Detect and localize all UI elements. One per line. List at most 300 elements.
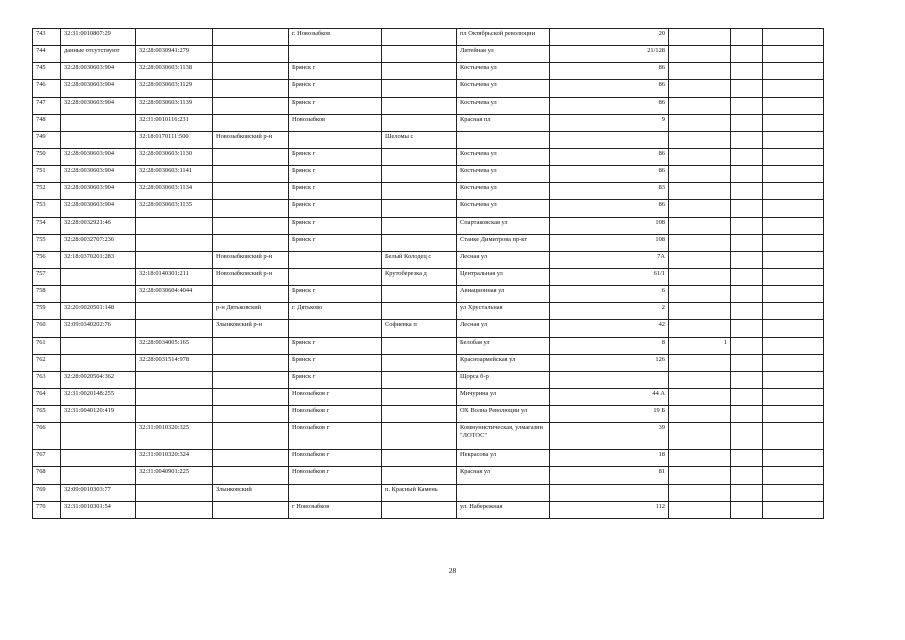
object-cadastral-cell — [136, 29, 213, 46]
extra-cell-1 — [731, 467, 763, 484]
extra-cell-2 — [763, 406, 824, 423]
district-cell — [213, 286, 289, 303]
table-row — [33, 371, 824, 388]
table-row — [33, 286, 824, 303]
house-number-cell: 6 — [550, 286, 669, 303]
settlement-cell — [382, 148, 457, 165]
cadastral-number-cell — [61, 114, 136, 131]
street-cell: Станке Димитрова пр-кт — [457, 234, 550, 251]
house-number-cell: 44 А — [550, 388, 669, 405]
cadastral-number-cell: 32:28:0032707:236 — [61, 234, 136, 251]
cadastral-number-cell: 32:28:0030603:904 — [61, 97, 136, 114]
house-number-cell: 21/128 — [550, 46, 669, 63]
cadastral-number-cell: 32:28:0030603:904 — [61, 80, 136, 97]
object-cadastral-cell — [136, 406, 213, 423]
house-number-cell: 86 — [550, 200, 669, 217]
row-number-cell: 746 — [33, 80, 61, 97]
building-cell — [669, 268, 731, 285]
street-cell: Костычева ул — [457, 97, 550, 114]
street-cell: Костычева ул — [457, 63, 550, 80]
object-cadastral-cell: 32:28:0030603:1129 — [136, 80, 213, 97]
settlement-cell — [382, 354, 457, 371]
district-cell — [213, 63, 289, 80]
district-cell: Злынковский — [213, 484, 289, 501]
settlement-cell — [382, 501, 457, 518]
object-cadastral-cell: 32:18:0140301:211 — [136, 268, 213, 285]
cadastral-number-cell: 32:28:0032921:46 — [61, 217, 136, 234]
city-cell — [289, 320, 382, 337]
cadastral-number-cell: 32:28:0030603:904 — [61, 166, 136, 183]
row-number-cell: 743 — [33, 29, 61, 46]
settlement-cell: Белый Колодец с — [382, 251, 457, 268]
extra-cell-2 — [763, 467, 824, 484]
object-cadastral-cell: 32:31:0040901:225 — [136, 467, 213, 484]
row-number-cell: 751 — [33, 166, 61, 183]
object-cadastral-cell: 32:28:0030603:1134 — [136, 183, 213, 200]
cadastral-number-cell — [61, 268, 136, 285]
city-cell — [289, 268, 382, 285]
city-cell: Новозыбков — [289, 114, 382, 131]
table-row — [33, 80, 824, 97]
house-number-cell: 2 — [550, 303, 669, 320]
table-row — [33, 423, 824, 450]
table-row — [33, 148, 824, 165]
street-cell: Лесная ул — [457, 320, 550, 337]
building-cell — [669, 371, 731, 388]
object-cadastral-cell: 32:28:0031514:978 — [136, 354, 213, 371]
extra-cell-1 — [731, 501, 763, 518]
extra-cell-1 — [731, 286, 763, 303]
object-cadastral-cell: 32:28:0030941:279 — [136, 46, 213, 63]
object-cadastral-cell: 32:28:0030603:1139 — [136, 97, 213, 114]
district-cell — [213, 29, 289, 46]
district-cell — [213, 406, 289, 423]
table-row — [33, 268, 824, 285]
house-number-cell: 19 Б — [550, 406, 669, 423]
extra-cell-1 — [731, 423, 763, 450]
row-number-cell: 750 — [33, 148, 61, 165]
extra-cell-1 — [731, 29, 763, 46]
building-cell — [669, 148, 731, 165]
house-number-cell: 8 — [550, 337, 669, 354]
table-row — [33, 251, 824, 268]
building-cell — [669, 450, 731, 467]
settlement-cell — [382, 217, 457, 234]
extra-cell-2 — [763, 388, 824, 405]
district-cell — [213, 501, 289, 518]
extra-cell-1 — [731, 450, 763, 467]
table-row — [33, 234, 824, 251]
district-cell — [213, 80, 289, 97]
extra-cell-2 — [763, 131, 824, 148]
table-row — [33, 97, 824, 114]
row-number-cell: 764 — [33, 388, 61, 405]
district-cell: Новозыбковский р-н — [213, 131, 289, 148]
city-cell: Новозыбков г — [289, 423, 382, 450]
object-cadastral-cell — [136, 388, 213, 405]
extra-cell-2 — [763, 371, 824, 388]
building-cell — [669, 200, 731, 217]
street-cell: Костычева ул — [457, 80, 550, 97]
street-cell: Костычева ул — [457, 200, 550, 217]
extra-cell-1 — [731, 200, 763, 217]
extra-cell-2 — [763, 80, 824, 97]
house-number-cell: 86 — [550, 166, 669, 183]
extra-cell-1 — [731, 114, 763, 131]
extra-cell-1 — [731, 268, 763, 285]
house-number-cell: 81 — [550, 467, 669, 484]
object-cadastral-cell — [136, 484, 213, 501]
street-cell — [457, 484, 550, 501]
row-number-cell: 745 — [33, 63, 61, 80]
cadastral-number-cell: 32:31:0020148:255 — [61, 388, 136, 405]
house-number-cell: 83 — [550, 183, 669, 200]
house-number-cell: 126 — [550, 354, 669, 371]
house-number-cell: 86 — [550, 97, 669, 114]
property-register-table — [32, 28, 824, 519]
object-cadastral-cell: 32:28:0030603:1130 — [136, 148, 213, 165]
table-row — [33, 484, 824, 501]
object-cadastral-cell — [136, 501, 213, 518]
city-cell: Брянск г — [289, 354, 382, 371]
building-cell — [669, 29, 731, 46]
city-cell: Новозыбков г — [289, 467, 382, 484]
row-number-cell: 765 — [33, 406, 61, 423]
building-cell — [669, 501, 731, 518]
extra-cell-2 — [763, 200, 824, 217]
table-row — [33, 303, 824, 320]
street-cell: Красная ул — [457, 467, 550, 484]
cadastral-number-cell — [61, 423, 136, 450]
city-cell: Брянск г — [289, 234, 382, 251]
row-number-cell: 754 — [33, 217, 61, 234]
city-cell: Новозыбков г — [289, 388, 382, 405]
settlement-cell — [382, 388, 457, 405]
row-number-cell: 766 — [33, 423, 61, 450]
object-cadastral-cell: 32:31:0010320:325 — [136, 423, 213, 450]
building-cell: 1 — [669, 337, 731, 354]
city-cell: г. Дятьково — [289, 303, 382, 320]
extra-cell-1 — [731, 131, 763, 148]
street-cell: ул. Набережная — [457, 501, 550, 518]
building-cell — [669, 183, 731, 200]
settlement-cell: Крутоберезка д — [382, 268, 457, 285]
city-cell: Новозыбков г — [289, 406, 382, 423]
city-cell — [289, 251, 382, 268]
table-row — [33, 131, 824, 148]
city-cell: г Новозыбков — [289, 501, 382, 518]
building-cell — [669, 217, 731, 234]
extra-cell-2 — [763, 29, 824, 46]
extra-cell-2 — [763, 484, 824, 501]
table-row — [33, 200, 824, 217]
table-row — [33, 29, 824, 46]
cadastral-number-cell: 32:28:0030603:904 — [61, 63, 136, 80]
row-number-cell: 758 — [33, 286, 61, 303]
row-number-cell: 768 — [33, 467, 61, 484]
table-row — [33, 406, 824, 423]
building-cell — [669, 114, 731, 131]
city-cell: Брянск г — [289, 166, 382, 183]
settlement-cell — [382, 97, 457, 114]
street-cell: Красная пл — [457, 114, 550, 131]
city-cell — [289, 131, 382, 148]
building-cell — [669, 286, 731, 303]
building-cell — [669, 423, 731, 450]
row-number-cell: 755 — [33, 234, 61, 251]
cadastral-number-cell — [61, 131, 136, 148]
row-number-cell: 759 — [33, 303, 61, 320]
house-number-cell — [550, 371, 669, 388]
extra-cell-2 — [763, 166, 824, 183]
table-row — [33, 320, 824, 337]
page-number: 28 — [448, 566, 457, 575]
cadastral-number-cell — [61, 337, 136, 354]
extra-cell-1 — [731, 251, 763, 268]
cadastral-number-cell — [61, 354, 136, 371]
district-cell — [213, 217, 289, 234]
settlement-cell: п. Красный Камень — [382, 484, 457, 501]
row-number-cell: 756 — [33, 251, 61, 268]
cadastral-number-cell: 32:18:0370201:283 — [61, 251, 136, 268]
settlement-cell: Шеломы с — [382, 131, 457, 148]
object-cadastral-cell: 32:28:0030603:1141 — [136, 166, 213, 183]
city-cell: Брянск г — [289, 200, 382, 217]
row-number-cell: 753 — [33, 200, 61, 217]
extra-cell-2 — [763, 63, 824, 80]
district-cell — [213, 467, 289, 484]
settlement-cell — [382, 29, 457, 46]
object-cadastral-cell — [136, 234, 213, 251]
street-cell — [457, 131, 550, 148]
row-number-cell: 760 — [33, 320, 61, 337]
row-number-cell: 770 — [33, 501, 61, 518]
district-cell — [213, 114, 289, 131]
extra-cell-1 — [731, 406, 763, 423]
cadastral-number-cell: 32:28:0030603:904 — [61, 148, 136, 165]
extra-cell-2 — [763, 46, 824, 63]
object-cadastral-cell: 32:28:0030603:1138 — [136, 63, 213, 80]
district-cell — [213, 423, 289, 450]
building-cell — [669, 234, 731, 251]
row-number-cell: 767 — [33, 450, 61, 467]
street-cell: ул Хрустальная — [457, 303, 550, 320]
district-cell: Злынковский р-н — [213, 320, 289, 337]
extra-cell-2 — [763, 251, 824, 268]
street-cell: Литейная ул — [457, 46, 550, 63]
district-cell — [213, 200, 289, 217]
extra-cell-1 — [731, 371, 763, 388]
city-cell: Брянск г — [289, 337, 382, 354]
extra-cell-2 — [763, 234, 824, 251]
street-cell: Мичурина ул — [457, 388, 550, 405]
extra-cell-2 — [763, 286, 824, 303]
extra-cell-1 — [731, 166, 763, 183]
city-cell — [289, 484, 382, 501]
extra-cell-1 — [731, 46, 763, 63]
object-cadastral-cell — [136, 217, 213, 234]
cadastral-number-cell — [61, 286, 136, 303]
street-cell: Костычева ул — [457, 183, 550, 200]
extra-cell-1 — [731, 148, 763, 165]
object-cadastral-cell — [136, 320, 213, 337]
cadastral-number-cell: 32:09:0010303:77 — [61, 484, 136, 501]
house-number-cell: 86 — [550, 63, 669, 80]
district-cell: Новозыбковский р-н — [213, 268, 289, 285]
row-number-cell: 744 — [33, 46, 61, 63]
extra-cell-1 — [731, 388, 763, 405]
building-cell — [669, 97, 731, 114]
table-row — [33, 450, 824, 467]
house-number-cell: 86 — [550, 80, 669, 97]
city-cell: Новозыбков г — [289, 450, 382, 467]
cadastral-number-cell: 32:28:0030603:904 — [61, 183, 136, 200]
settlement-cell — [382, 234, 457, 251]
extra-cell-1 — [731, 484, 763, 501]
city-cell — [289, 46, 382, 63]
district-cell — [213, 388, 289, 405]
city-cell: Брянск г — [289, 80, 382, 97]
street-cell: Щорса б-р — [457, 371, 550, 388]
table-row — [33, 217, 824, 234]
extra-cell-2 — [763, 450, 824, 467]
city-cell: Брянск г — [289, 63, 382, 80]
settlement-cell — [382, 46, 457, 63]
house-number-cell: 86 — [550, 148, 669, 165]
building-cell — [669, 131, 731, 148]
table-row — [33, 183, 824, 200]
house-number-cell: 112 — [550, 501, 669, 518]
extra-cell-1 — [731, 97, 763, 114]
extra-cell-2 — [763, 97, 824, 114]
object-cadastral-cell — [136, 251, 213, 268]
row-number-cell: 748 — [33, 114, 61, 131]
settlement-cell — [382, 80, 457, 97]
street-cell: Некрасова ул — [457, 450, 550, 467]
extra-cell-1 — [731, 63, 763, 80]
settlement-cell — [382, 450, 457, 467]
district-cell — [213, 148, 289, 165]
settlement-cell — [382, 200, 457, 217]
extra-cell-1 — [731, 354, 763, 371]
settlement-cell — [382, 114, 457, 131]
row-number-cell: 747 — [33, 97, 61, 114]
extra-cell-2 — [763, 354, 824, 371]
building-cell — [669, 354, 731, 371]
district-cell — [213, 166, 289, 183]
table-body — [33, 29, 824, 519]
building-cell — [669, 484, 731, 501]
object-cadastral-cell — [136, 371, 213, 388]
row-number-cell: 752 — [33, 183, 61, 200]
object-cadastral-cell: 32:28:0030603:1135 — [136, 200, 213, 217]
extra-cell-2 — [763, 148, 824, 165]
settlement-cell — [382, 303, 457, 320]
street-cell: ОХ Волна Революции ул — [457, 406, 550, 423]
house-number-cell: 42 — [550, 320, 669, 337]
building-cell — [669, 251, 731, 268]
building-cell — [669, 303, 731, 320]
settlement-cell — [382, 337, 457, 354]
object-cadastral-cell — [136, 303, 213, 320]
settlement-cell — [382, 423, 457, 450]
row-number-cell: 763 — [33, 371, 61, 388]
house-number-cell: 20 — [550, 29, 669, 46]
extra-cell-1 — [731, 337, 763, 354]
extra-cell-2 — [763, 183, 824, 200]
building-cell — [669, 388, 731, 405]
row-number-cell: 757 — [33, 268, 61, 285]
extra-cell-1 — [731, 183, 763, 200]
district-cell — [213, 234, 289, 251]
extra-cell-1 — [731, 80, 763, 97]
house-number-cell: 7А — [550, 251, 669, 268]
cadastral-number-cell: 32:31:0040120:419 — [61, 406, 136, 423]
district-cell — [213, 371, 289, 388]
cadastral-number-cell — [61, 450, 136, 467]
row-number-cell: 762 — [33, 354, 61, 371]
cadastral-number-cell: 32:28:0030603:904 — [61, 200, 136, 217]
house-number-cell — [550, 131, 669, 148]
table-row — [33, 337, 824, 354]
street-cell: пл Октябрьской революции — [457, 29, 550, 46]
extra-cell-2 — [763, 217, 824, 234]
extra-cell-2 — [763, 268, 824, 285]
object-cadastral-cell: 32:28:0034005:165 — [136, 337, 213, 354]
house-number-cell: 9 — [550, 114, 669, 131]
extra-cell-2 — [763, 114, 824, 131]
street-cell: Костычева ул — [457, 148, 550, 165]
extra-cell-2 — [763, 423, 824, 450]
house-number-cell: 108 — [550, 217, 669, 234]
extra-cell-1 — [731, 234, 763, 251]
building-cell — [669, 80, 731, 97]
settlement-cell — [382, 467, 457, 484]
house-number-cell: 39 — [550, 423, 669, 450]
row-number-cell: 761 — [33, 337, 61, 354]
house-number-cell — [550, 484, 669, 501]
cadastral-number-cell: 32:09:0340202:76 — [61, 320, 136, 337]
city-cell: Брянск г — [289, 371, 382, 388]
cadastral-number-cell: 32:31:0010301:54 — [61, 501, 136, 518]
street-cell: Авиационная ул — [457, 286, 550, 303]
district-cell — [213, 337, 289, 354]
building-cell — [669, 467, 731, 484]
street-cell: Коммунистическая, улмагазин "ЛОТОС" — [457, 423, 550, 450]
city-cell: Брянск г — [289, 286, 382, 303]
house-number-cell: 108 — [550, 234, 669, 251]
house-number-cell: 18 — [550, 450, 669, 467]
settlement-cell — [382, 166, 457, 183]
district-cell — [213, 183, 289, 200]
settlement-cell — [382, 406, 457, 423]
building-cell — [669, 46, 731, 63]
cadastral-number-cell: 32:20:0020501:148 — [61, 303, 136, 320]
settlement-cell — [382, 371, 457, 388]
house-number-cell: 61/1 — [550, 268, 669, 285]
extra-cell-1 — [731, 320, 763, 337]
settlement-cell — [382, 63, 457, 80]
object-cadastral-cell: 32:28:0030604:4044 — [136, 286, 213, 303]
city-cell: Брянск г — [289, 97, 382, 114]
city-cell: Брянск г — [289, 148, 382, 165]
table-row — [33, 501, 824, 518]
cadastral-number-cell — [61, 467, 136, 484]
street-cell: Костычева ул — [457, 166, 550, 183]
table-row — [33, 467, 824, 484]
street-cell: Красноармейская ул — [457, 354, 550, 371]
extra-cell-1 — [731, 217, 763, 234]
